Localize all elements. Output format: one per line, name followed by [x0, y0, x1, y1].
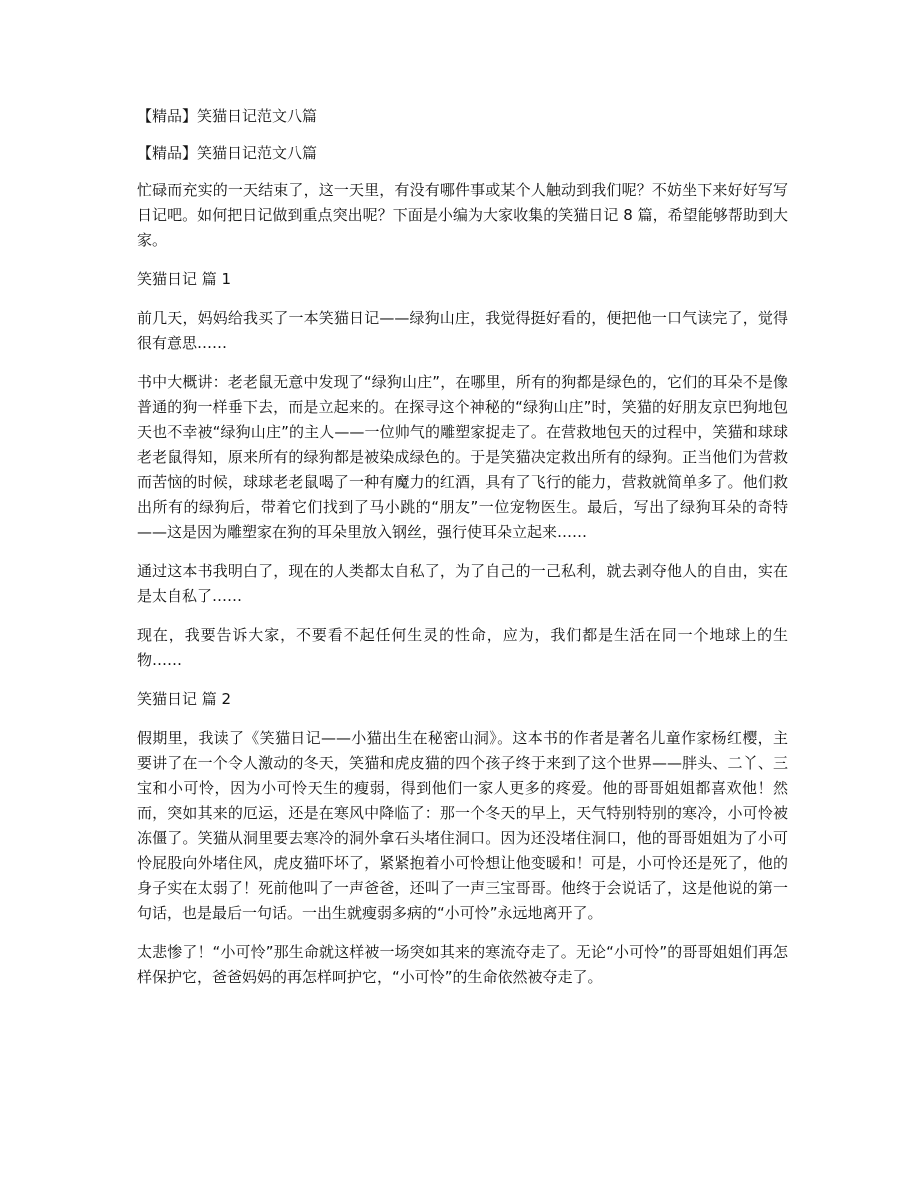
section-1-paragraph: 现在，我要告诉大家，不要看不起任何生灵的性命，应为，我们都是生活在同一个地球上的生物……	[137, 626, 788, 669]
section-2-paragraph: 太悲惨了！“小可怜”那生命就这样被一场突如其来的寒流夺走了。无论“小可怜”的哥哥姐姐们再怎样保护它，爸爸妈妈的再怎样呵护它，“小可怜”的生命依然被夺走了。	[137, 943, 788, 986]
section-1-paragraph: 前几天，妈妈给我买了一本笑猫日记——绿狗山庄，我觉得挺好看的，便把他一口气读完了，觉得很有意思……	[137, 309, 788, 352]
document-subtitle: 【精品】笑猫日记范文八篇	[137, 144, 318, 162]
section-1-paragraph: 书中大概讲：老老鼠无意中发现了“绿狗山庄”，在哪里，所有的狗都是绿色的，它们的耳朵不是像普通的狗一样垂下去，而是立起来的。在探寻这个神秘的“绿狗山庄”时，笑猫的好朋友京巴狗地包天也不幸被“绿狗山庄”的主人——一位帅气的雕塑家捉走了。在营救地包天的过程中，笑猫和球球老老鼠得知，原来所有的绿狗都是被染成绿色的。于是笑猫决定救出所有的绿狗。正当他们为营救而苦恼的时候，球球老老鼠喝了一种有魔力的红酒，具有了飞行的能力，营救就简单多了。他们救出所有的绿狗后，带着它们找到了马小跳的“朋友”一位宠物医生。最后，写出了绿狗耳朵的奇特——这是因为雕塑家在狗的耳朵里放入钢丝，强行使耳朵立起来……	[137, 373, 788, 541]
section-heading-2: 笑猫日记 篇 2	[137, 690, 232, 708]
section-heading-1: 笑猫日记 篇 1	[137, 270, 232, 288]
section-1-paragraph: 通过这本书我明白了，现在的人类都太自私了，为了自己的一己私利，就去剥夺他人的自由，实在是太自私了……	[137, 562, 788, 605]
intro-paragraph: 忙碌而充实的一天结束了，这一天里，有没有哪件事或某个人触动到我们呢？不妨坐下来好好写写日记吧。如何把日记做到重点突出呢？下面是小编为大家收集的笑猫日记 8 篇，希望能够帮助到大家。	[137, 181, 788, 249]
document-title: 【精品】笑猫日记范文八篇	[137, 107, 318, 125]
section-2-paragraph: 假期里，我读了《笑猫日记——小猫出生在秘密山洞》。这本书的作者是著名儿童作家杨红樱，主要讲了在一个令人激动的冬天，笑猫和虎皮猫的四个孩子终于来到了这个世界——胖头、二丫、三宝和小可怜，因为小可怜天生的瘦弱，得到他们一家人更多的疼爱。他的哥哥姐姐都喜欢他！然而，突如其来的厄运，还是在寒风中降临了：那一个冬天的早上，天气特别特别的寒冷，小可怜被冻僵了。笑猫从洞里要去寒冷的洞外拿石头堵住洞口。因为还没堵住洞口，他的哥哥姐姐为了小可怜屁股向外堵住风，虎皮猫吓坏了，紧紧抱着小可怜想让他变暖和！可是，小可怜还是死了，他的身子实在太弱了！死前他叫了一声爸爸，还叫了一声三宝哥哥。他终于会说话了，这是他说的第一句话，也是最后一句话。一出生就瘦弱多病的“小可怜”永远地离开了。	[137, 729, 788, 922]
